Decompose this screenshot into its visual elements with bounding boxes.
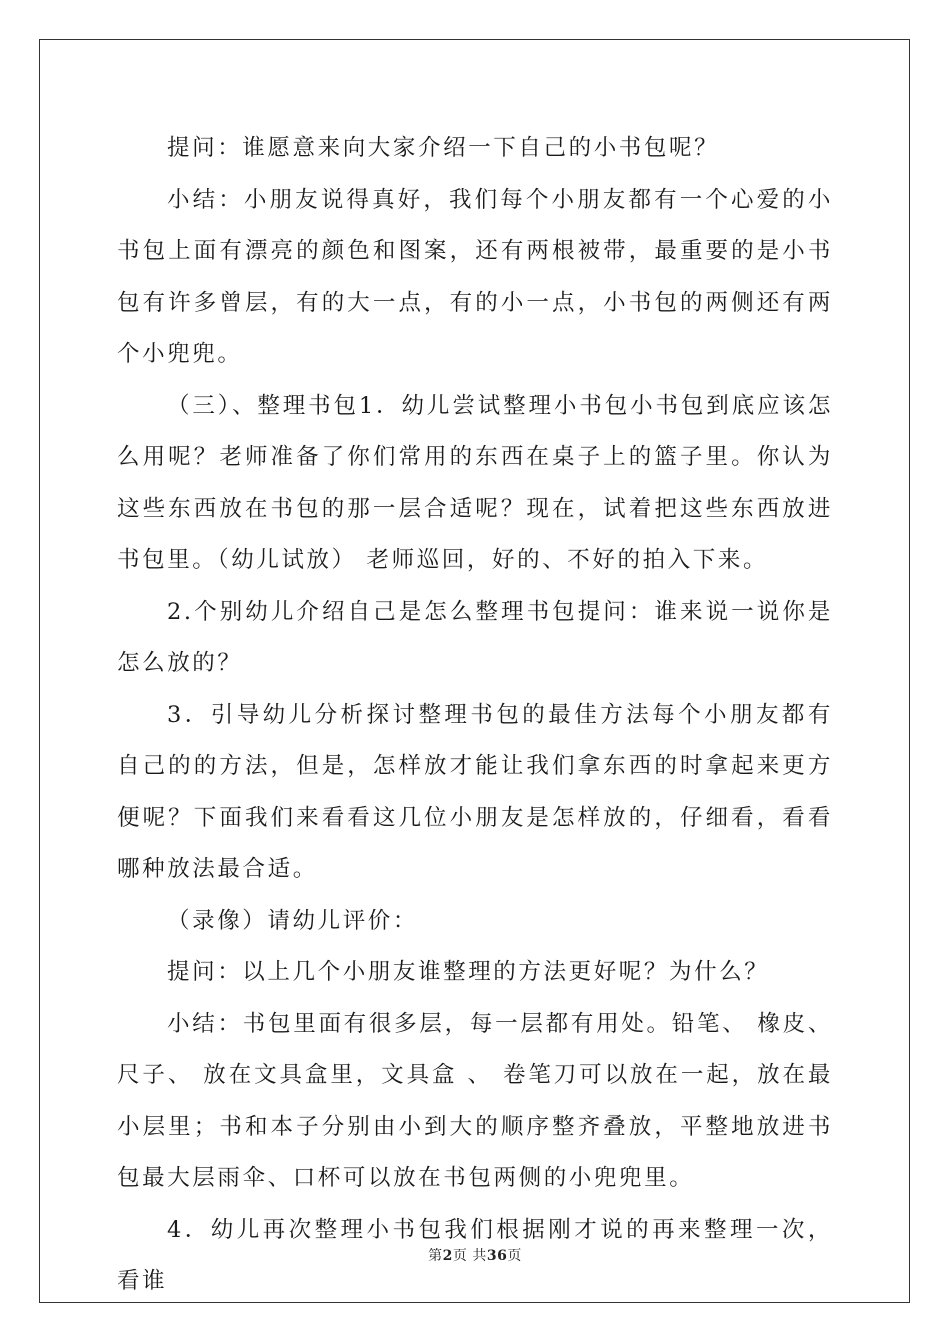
paragraph-step-two: 2.个别幼儿介绍自己是怎么整理书包提问：谁来说一说你是怎么放的？ (117, 598, 833, 676)
footer-page-number: 2 (442, 1248, 453, 1264)
footer-middle: 页 共 (452, 1248, 487, 1264)
paragraph-summary-layers: 小结：书包里面有很多层，每一层都有用处。铅笔、 橡皮、 尺子、 放在文具盒里，文具盒 、 卷笔刀可以放在一起，放在最小层里；书和本子分别由小到大的顺序整齐叠放，平整地放进书包最大层雨伞、口杯可以放在书包两侧的小兜兜里。 (117, 1010, 833, 1191)
paragraph-video: （录像）请幼儿评价： (167, 907, 419, 934)
paragraph-summary-bag: 小结：小朋友说得真好，我们每个小朋友都有一个心爱的小书包上面有漂亮的颜色和图案，还有两根被带，最重要的是小书包有许多曾层，有的大一点，有的小一点，小书包的两侧还有两个小兜兜。 (117, 186, 833, 367)
footer-suffix: 页 (507, 1248, 522, 1264)
footer-total-pages: 36 (486, 1248, 508, 1264)
paragraph-step-four: 4．幼儿再次整理小书包我们根据刚才说的再来整理一次，看谁 (117, 1216, 833, 1294)
paragraph-question-best: 提问：以上几个小朋友谁整理的方法更好呢？为什么？ (167, 959, 770, 985)
footer-prefix: 第 (428, 1248, 443, 1264)
paragraph-step-three: 3．引导幼儿分析探讨整理书包的最佳方法每个小朋友都有自己的的方法，但是，怎样放才能让我们拿东西的时拿起来更方便呢？下面我们来看看这几位小朋友是怎样放的，仔细看，看看哪种放法最合适。 (117, 701, 833, 882)
paragraph-question-intro: 提问：谁愿意来向大家介绍一下自己的小书包呢？ (167, 135, 720, 161)
page-footer (0, 1245, 950, 1265)
paragraph-section-three: （三）、整理书包1．幼儿尝试整理小书包小书包到底应该怎么用呢？老师准备了你们常用的东西在桌子上的篮子里。你认为这些东西放在书包的那一层合适呢？现在，试着把这些东西放进书包里。（幼儿试放） 老师巡回，好的、不好的拍入下来。 (117, 392, 833, 573)
document-body (117, 123, 833, 1308)
